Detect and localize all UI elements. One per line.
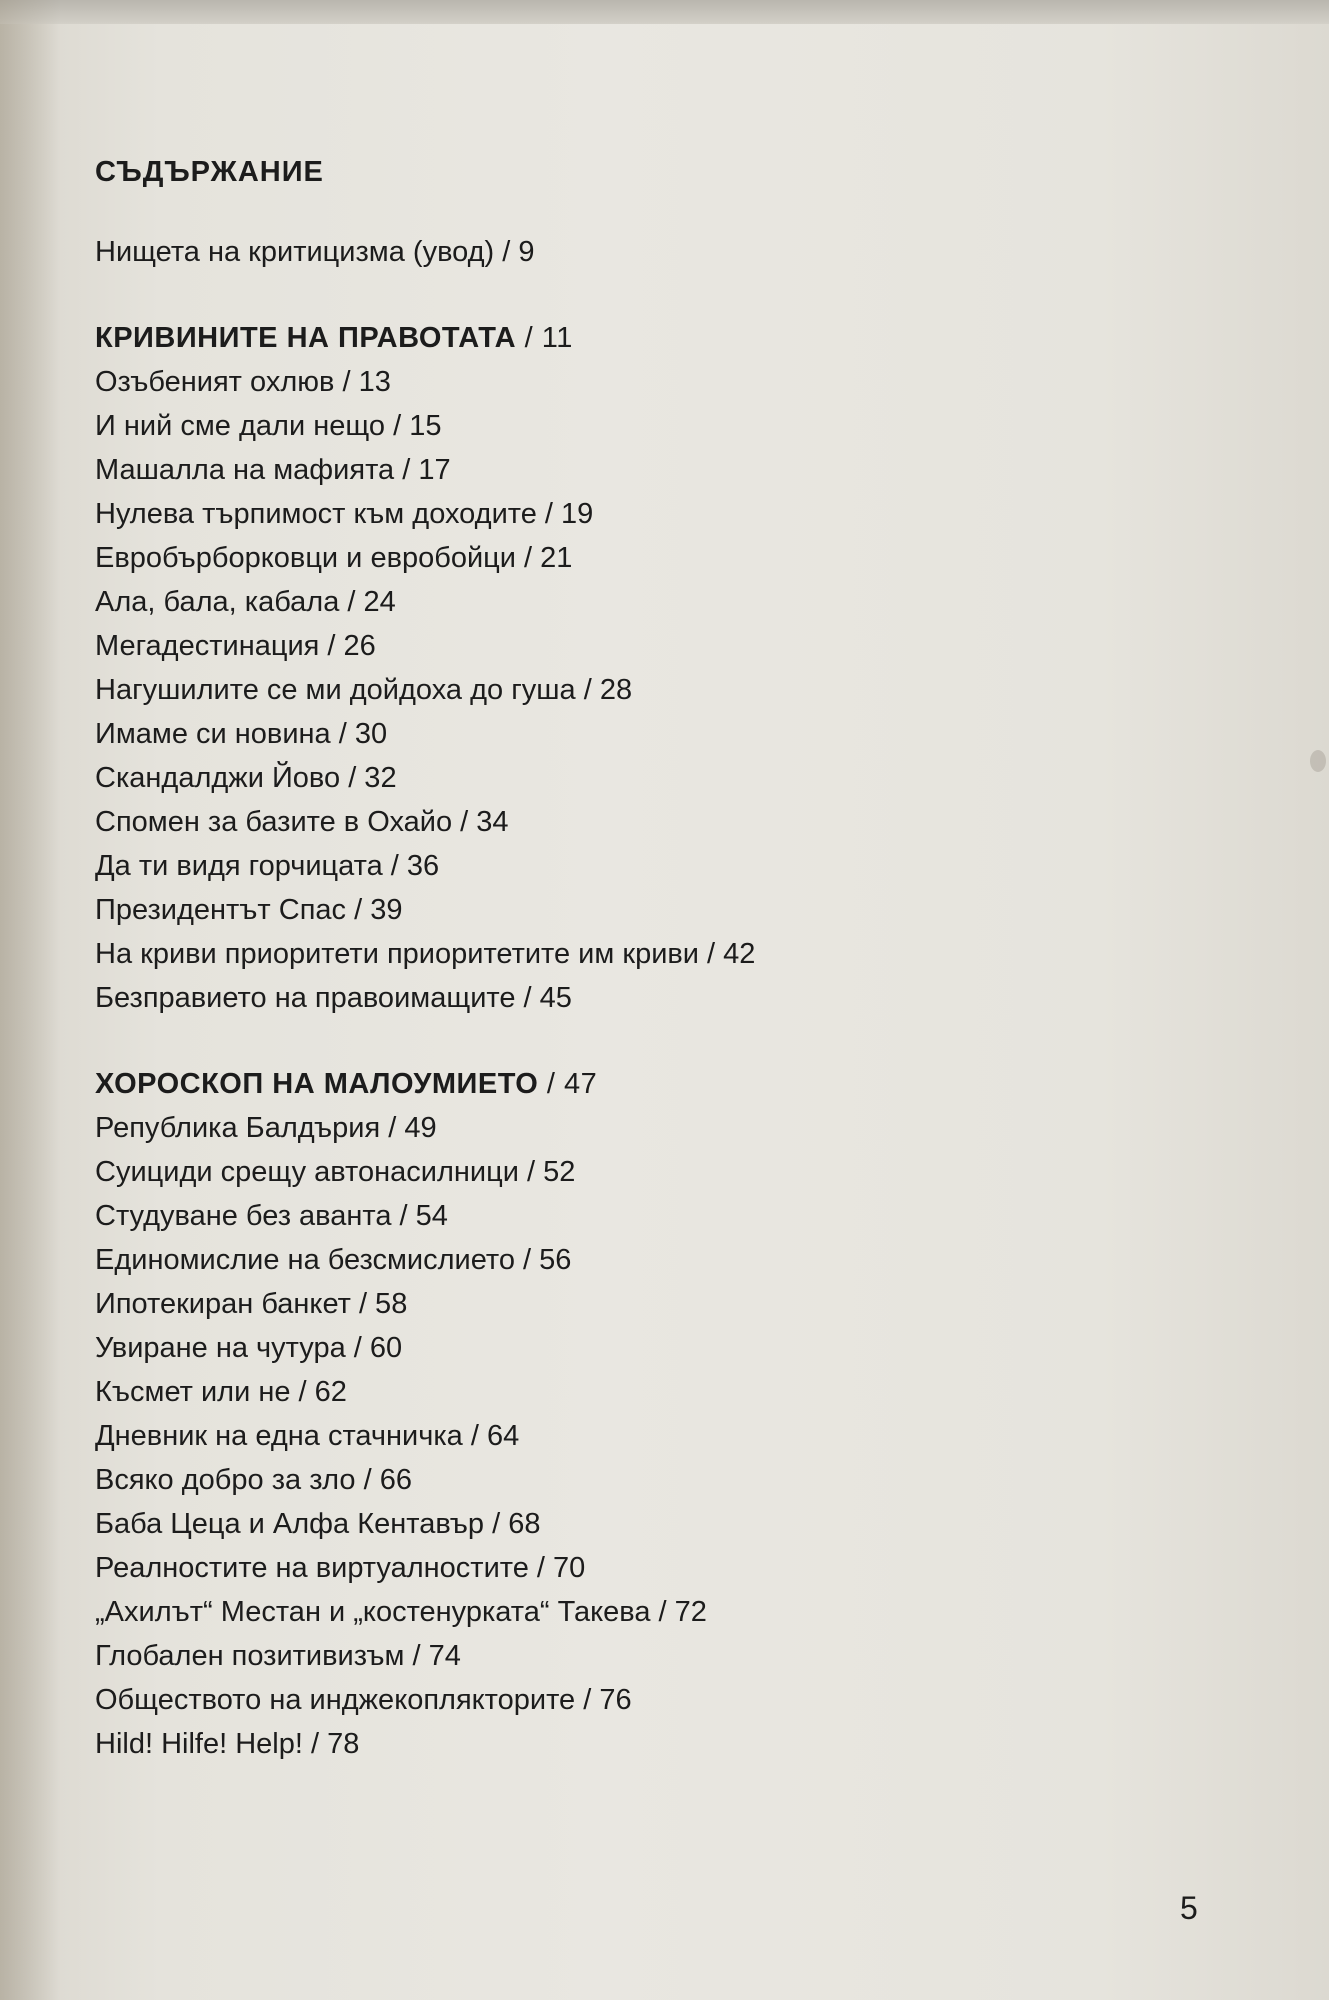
page-number: 5: [1180, 1890, 1198, 1926]
toc-entry: Ипотекиран банкет / 58: [95, 1288, 408, 1320]
toc-entry: Безправието на правоимащите / 45: [95, 982, 572, 1014]
toc-entry: На криви приоритети приоритетите им криви / 42: [95, 938, 756, 970]
section-heading-page: / 11: [516, 322, 573, 354]
section-heading: [95, 316, 1095, 360]
toc-entry: Евробърборковци и евробойци / 21: [95, 542, 573, 574]
toc-section-1: [95, 316, 1095, 1020]
toc-entry: Hild! Hilfe! Help! / 78: [95, 1728, 360, 1760]
toc-entry: Увиране на чутура / 60: [95, 1332, 403, 1364]
toc-entry: Президентът Спас / 39: [95, 894, 403, 926]
toc-entry: Единомислие на безсмислието / 56: [95, 1244, 572, 1276]
section-heading-page: / 47: [538, 1068, 598, 1100]
toc-entry: Дневник на една стачничка / 64: [95, 1420, 520, 1452]
table-of-contents: [95, 150, 1095, 1766]
toc-entry: Нулева търпимост към доходите / 19: [95, 498, 594, 530]
toc-entry: Баба Цеца и Алфа Кентавър / 68: [95, 1508, 541, 1540]
toc-entry: Обществото на инджекоплякторите / 76: [95, 1684, 632, 1716]
section-heading-text: КРИВИНИТЕ НА ПРАВОТАТА: [95, 322, 517, 354]
toc-entry: Мегадестинация / 26: [95, 630, 376, 662]
toc-entry: Скандалджи Йово / 32: [95, 762, 397, 794]
toc-entry: Озъбеният охлюв / 13: [95, 366, 391, 398]
toc-title: СЪДЪРЖАНИЕ: [95, 156, 324, 188]
toc-entry: Късмет или не / 62: [95, 1376, 347, 1408]
toc-entry: Да ти видя горчицата / 36: [95, 850, 440, 882]
toc-entry: И ний сме дали нещо / 15: [95, 410, 442, 442]
paper-blemish: [1310, 750, 1326, 772]
toc-entry: Машалла на мафията / 17: [95, 454, 451, 486]
toc-entry: Спомен за базите в Охайо / 34: [95, 806, 509, 838]
toc-entry: Република Балдърия / 49: [95, 1112, 437, 1144]
toc-entry: Глобален позитивизъм / 74: [95, 1640, 461, 1672]
spine-shadow: [0, 0, 60, 2000]
toc-entry: Реалностите на виртуалностите / 70: [95, 1552, 586, 1584]
toc-entry: „Ахилът“ Местан и „костенурката“ Такева / 72: [95, 1596, 707, 1628]
page-top-edge: [0, 0, 1329, 24]
toc-entry: Ала, бала, кабала / 24: [95, 586, 396, 618]
toc-entry: Всяко добро за зло / 66: [95, 1464, 412, 1496]
section-heading: [95, 1062, 1095, 1106]
toc-entry: Нагушилите се ми дойдоха до гуша / 28: [95, 674, 633, 706]
toc-entry: Студуване без аванта / 54: [95, 1200, 448, 1232]
toc-intro-entry: Нищета на критицизма (увод) / 9: [95, 236, 535, 268]
toc-entry: Суициди срещу автонасилници / 52: [95, 1156, 576, 1188]
toc-section-2: [95, 1062, 1095, 1766]
toc-entry: Имаме си новина / 30: [95, 718, 388, 750]
section-heading-text: ХОРОСКОП НА МАЛОУМИЕТО: [95, 1068, 539, 1100]
